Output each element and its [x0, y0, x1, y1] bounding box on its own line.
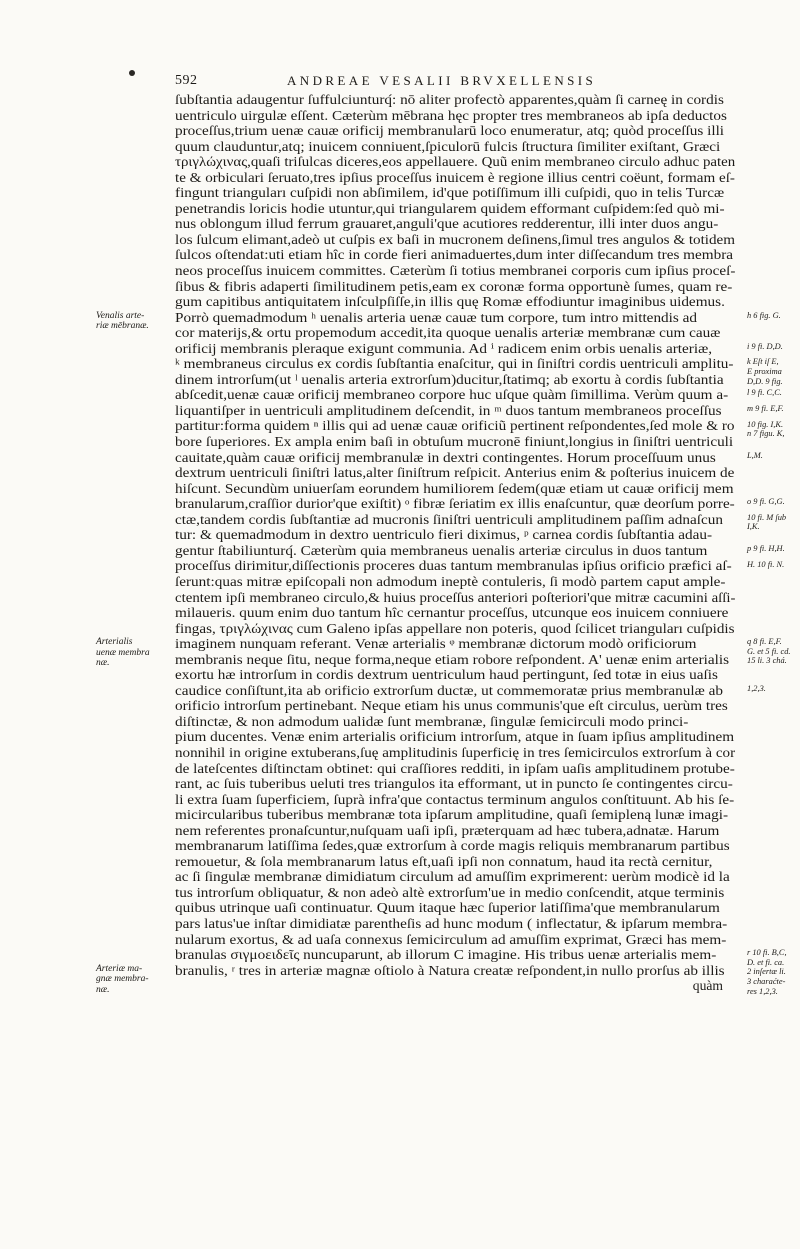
text-line: cor materijs,& ortu propemodum accedit,ita quoque uenalis arteriæ membranæ cum cauæ: [175, 325, 721, 341]
text-line: membranis neque ſitu, neque forma,neque etiam robore reſpondent. A' uenæ enim arterialis: [175, 651, 730, 667]
right-margin-note: [747, 948, 799, 996]
text-line: nus oblongum illud ferrum grauaret,anguli'que acutiores redderentur, illi inter duos angu-: [175, 216, 719, 232]
right-margin-note: [747, 311, 799, 321]
left-margin-note-line: Venalis arte-: [96, 310, 145, 321]
text-line: penetrandis loricis hodie utuntur,qui triangularem quidem efformant cuſpidem:ſed quò mi-: [175, 200, 725, 216]
left-margin-note: [96, 637, 174, 669]
text-line: los ſulcum elimant,adeò ut cuſpis ex baſi in mucronem deſinens,ſimul tres angulos & totidem: [175, 231, 736, 247]
right-margin-note-line: h 6 fig. G.: [747, 310, 781, 320]
right-margin-note-line: q 8 fi. E,F.: [747, 637, 782, 647]
text-line: li extra ſuam ſuperficiem, ſuprà infra'que contactus terminum angulos conſtituunt. Ab his ſe-: [175, 791, 735, 807]
left-margin-note: [96, 964, 174, 996]
text-line: ſulcos oſtendat:uti etiam hîc in corde fieri animaduertes,dum inter diſſecandum tres membra: [175, 247, 734, 263]
text-line: gentur ſtabiliunturq́. Cæterùm quia membraneus uenalis arteriæ circulus in duos tantum: [175, 542, 708, 558]
text-line: gum capitibus antiquitatem inſculpſiſſe,in illis quę Romæ effodiuntur imaginibus uidemus.: [175, 294, 725, 310]
right-margin-note: [747, 404, 799, 414]
right-margin-note: [747, 513, 799, 532]
right-margin-note-line: D,D. 9 fig.: [747, 376, 783, 386]
text-line: uentriculo uirgulæ eſſent. Cæterùm mēbrana hęc propter tres membraneos ab ipſa deductos: [175, 107, 727, 123]
text-line: Porrò quemadmodum ʰ uenalis arteria uenæ cauæ tum corpore, tum intro mittendis ad: [175, 309, 698, 325]
right-margin-note-line: r 10 fi. B,C,: [747, 948, 787, 958]
text-line: nonnihil in origine extuberans,ſuę amplitudinis ſuperficię in tres ſemicirculos extrorſum à cor: [175, 744, 736, 760]
right-margin-note: [747, 637, 799, 666]
left-margin-note-line: uenæ membra: [96, 647, 150, 658]
text-line: imaginem nunquam referant. Venæ arterialis ᵠ membranæ dictorum modò orificiorum: [175, 636, 697, 652]
text-line: branulas σιγμοειδεῖς nuncuparunt, ab illorum C imagine. His tribus uenæ arterialis mem-: [175, 947, 717, 963]
text-line: liquantiſper in uentriculi amplitudinem deſcendit, in ᵐ duos tantum membraneos proceſſus: [175, 402, 722, 418]
right-margin-note: [747, 357, 799, 386]
right-margin-note: [747, 544, 799, 554]
text-line: quàm: [692, 978, 723, 994]
text-line: ᵏ membraneus circulus ex cordis ſubſtantia enaſcitur, qui in ſiniſtri cordis uentriculi amplitu-: [175, 356, 734, 372]
text-line: neos proceſſus inuicem committes. Cæterùm ſi totius membranei corporis cum ipſius proceſ-: [175, 263, 736, 279]
text-line: ctentem ipſi membraneo circulo,& huius proceſſus anteriori poſteriori'que mitræ cacumini aſſi-: [175, 589, 736, 605]
text-line: pars latus'ue inſtar dimidiatæ parentheſis ad hunc modum ( inflectatur, & ipſarum membra-: [175, 915, 728, 931]
text-line: branulis, ʳ tres in arteriæ magnæ oſtiolo à Natura creatæ reſpondent,in nullo prorſus ab illis: [175, 962, 725, 978]
text-line: ctæ,tandem cordis ſubſtantiæ ad mucronis ſiniſtri uentriculi amplitudinem paſſim adnaſcun: [175, 511, 723, 527]
text-line: proceſſus,trium uenæ cauæ orificij membranularū loco enumeratur, atq; quòd proceſſus illi: [175, 123, 725, 139]
right-margin-note-line: 3 charaćte-: [747, 977, 786, 987]
text-line: membranarum latiſſima ſedes,quæ extrorſum à corde magis reliquis membranarum partibus: [175, 838, 730, 854]
left-margin-note-line: næ.: [96, 658, 110, 669]
left-margin-note-line: riæ mēbranæ.: [96, 321, 149, 332]
left-margin-note-line: gnæ membra-: [96, 974, 149, 985]
text-line: tur: & quemadmodum in dextro uentriculo fieri diximus, ᵖ carnea cordis ſubſtantia adau-: [175, 527, 713, 543]
text-line: nem referentes pronaſcuntur,nuſquam uaſi ipſi, præterquam ad hæc tubera,adnatæ. Harum: [175, 822, 720, 838]
text-line: orificio introrſum pertinebant. Neque etiam his unus communis'que eſt circulus, uerùm tres: [175, 698, 728, 714]
right-margin-note-line: E proxima: [747, 366, 782, 376]
right-margin-note-line: 15 li. 3 chá.: [747, 656, 787, 666]
text-line: fingas, τριγλώχινας cum Galeno ipſas appellare non poteris, quod ſcilicet trianguları cuſpidis: [175, 620, 735, 636]
text-line: proceſſus dirimitur,diſſectionis proceres duas tantum membranulas ipſius orificio præfici aſ-: [175, 558, 732, 574]
right-margin-note-line: 1,2,3.: [747, 683, 766, 693]
text-line: diſtinctæ, & non admodum ualidæ ſunt membranæ, ſingulæ ſemicirculi modo princi-: [175, 713, 689, 729]
text-line: rant, ac ſuis tuberibus ueluti tres triangulos ita efformant, ut in puncto ſe contingentes circu-: [175, 776, 733, 792]
ink-dot: [129, 70, 135, 76]
text-line: ac ſi ſingulæ membranæ dimidiatum circulum ad amuſſim exprimerent: uerùm modicè id la: [175, 869, 730, 885]
right-margin-note-line: k Eſt iſ E,: [747, 357, 779, 367]
text-line: dextrum uentriculi ſiniſtri latus,alter ſiniſtrum reſpicit. Anterius enim & poſterius inuicem de: [175, 465, 735, 481]
right-margin-note: [747, 684, 799, 694]
right-margin-note-line: L,M.: [747, 450, 763, 460]
text-line: remouetur, & ſola membranarum latus eſt,uaſi ipſi non connatum, haud ita rectà cernitur,: [175, 853, 713, 869]
text-line: ſerunt:quas mitræ epiſcopali non admodum ineptè contuleris, ſi modò partem caput ample-: [175, 573, 726, 589]
text-line: τριγλώχινας,quaſi triſulcas diceres,eos appellauere. Quũ enim membraneo circulo adhuc paten: [175, 154, 736, 170]
text-line: abſcedit,uenæ cauæ orificij membraneo corpore huc uſque quàm ſimillima. Verùm quum a-: [175, 387, 729, 403]
page-header: [175, 73, 775, 91]
right-margin-note: [747, 342, 799, 352]
text-line: milaueris. quum enim duo tantum hîc cernantur proceſſus, utcunque eos inuicem conniuere: [175, 605, 729, 621]
text-line: partitur:forma quidem ⁿ illis qui ad uenæ cauæ orificiũ pertinent reſpondentes,ſed mole & ro: [175, 418, 735, 434]
right-margin-note-line: I,K.: [747, 522, 760, 532]
left-margin-note-line: næ.: [96, 984, 110, 995]
text-line: dinem introrſum(ut ˡ uenalis arteria extrorſum)ducitur,ſtatimq; ab exortu à cordis ſubſtantia: [175, 371, 724, 387]
right-margin-note: [747, 388, 799, 398]
text-line: fingunt trianguları cuſpidi non abſimilem, id'que potiſſimum illi cuſpidi, quo in telis Turcæ: [175, 185, 725, 201]
text-line: quum clauduntur,atq; inuicem conniuent,ſpiculorū fulcis ſtructura ſimiliter exiſtant, Græci: [175, 138, 721, 154]
right-margin-note-line: D. et fi. ca.: [747, 957, 785, 967]
text-line: cauitate,quàm cauæ orificij membranulæ in dextri contingentes. Horum proceſſuum unus: [175, 449, 716, 465]
right-margin-note: [747, 451, 799, 461]
text-line: te & orbiculari ſeruato,tres ipſius proceſſus inuicem è regione illius centri coëunt, formam eſ-: [175, 169, 735, 185]
main-text-column: [175, 92, 735, 994]
right-margin-note-line: p 9 fi. H,H.: [747, 543, 785, 553]
text-line: hiſcunt. Secundùm uniuerſam eorundem humiliorem ſedem(quæ etiam ut cauæ orificij mem: [175, 480, 734, 496]
right-margin-note-line: i 9 fi. D,D.: [747, 341, 783, 351]
right-margin-note: [747, 497, 799, 507]
right-margin-note: [747, 560, 799, 570]
left-margin-note-line: Arteriæ ma-: [96, 963, 143, 974]
text-line: exortu hæ introrſum in cordis dextrum uentriculum haud pertingunt, ſed totæ in eius uaſis: [175, 667, 718, 683]
text-line: ſibus & fibris adaperti ſimilitudinem petis,eam ex coronæ forma opportunè ſumes, quam re-: [175, 278, 733, 294]
left-margin-note-line: Arterialis: [96, 637, 133, 648]
left-margin-note: [96, 311, 174, 332]
right-margin-note-line: 10 fi. M ſub: [747, 512, 787, 522]
text-line: nularum exortus, & ad uaſa connexus ſemicirculum ad amuſſim exprimat, Græci has mem-: [175, 931, 727, 947]
text-line: quibus utrinque uaſi continuatur. Quum itaque hæc ſuperior latiſſima'que membranularum: [175, 900, 720, 916]
running-title: ANDREAE VESALII BRVXELLENSIS: [287, 73, 597, 88]
text-line: caudice conſiſtunt,ita ab orificio extrorſum ductæ, ut commemoratæ prius membranulæ ab: [175, 682, 723, 698]
text-line: bore ſuperiores. Ex ampla enim baſi in obtuſum mucronē finiunt,longius in ſiniſtri uentriculi: [175, 434, 734, 450]
right-margin-note-line: m 9 fi. E,F.: [747, 404, 784, 413]
text-line: orificij membranis pleraque exigunt communia. Ad ⁱ radicem enim orbis uenalis arteriæ,: [175, 340, 713, 356]
right-margin-note-line: l 9 fi. C,C.: [747, 388, 782, 398]
text-line: ſubſtantia adaugentur ſuffulciunturq́: nō aliter profectò apparentes,quàm ſi carneę in cordis: [175, 92, 724, 107]
right-margin-note-line: 2 inſertæ li.: [747, 967, 786, 977]
text-line: pium ducentes. Venæ enim arterialis orificium introrſum, atque in ſuam ipſius amplitudinem: [175, 729, 735, 745]
text-line: micircularibus tuberibus membranæ tota ipſarum amplitudine, quaſi ſemipleną lunæ imagi-: [175, 807, 729, 823]
text-line: branularum,craſſior durior'que exiſtit) ᵒ fibræ ſeriatim ex illis enaſcuntur, quæ deorſum porre-: [175, 496, 735, 512]
right-margin-note-line: res 1,2,3.: [747, 986, 778, 996]
right-margin-note: [747, 420, 799, 439]
right-margin-note-line: G. et 5 fi. cd.: [747, 646, 791, 656]
text-line: de lateſcentes diſtinctam obtinet: qui craſſiores redditi, in ipſam uaſis amplitudinem protube-: [175, 760, 735, 776]
right-margin-note-line: o 9 fi. G,G.: [747, 497, 785, 507]
text-line: tus introrſum obliquatur, & non adeò altè extrorſum'ue in medio conſcendit, atque terminis: [175, 884, 725, 900]
page-number: 592: [175, 73, 198, 88]
right-margin-note-line: n 7 figu. K,: [747, 429, 785, 439]
right-margin-note-line: 10 fig. I,K.: [747, 419, 784, 429]
right-margin-note-line: H. 10 fi. N.: [747, 559, 785, 569]
